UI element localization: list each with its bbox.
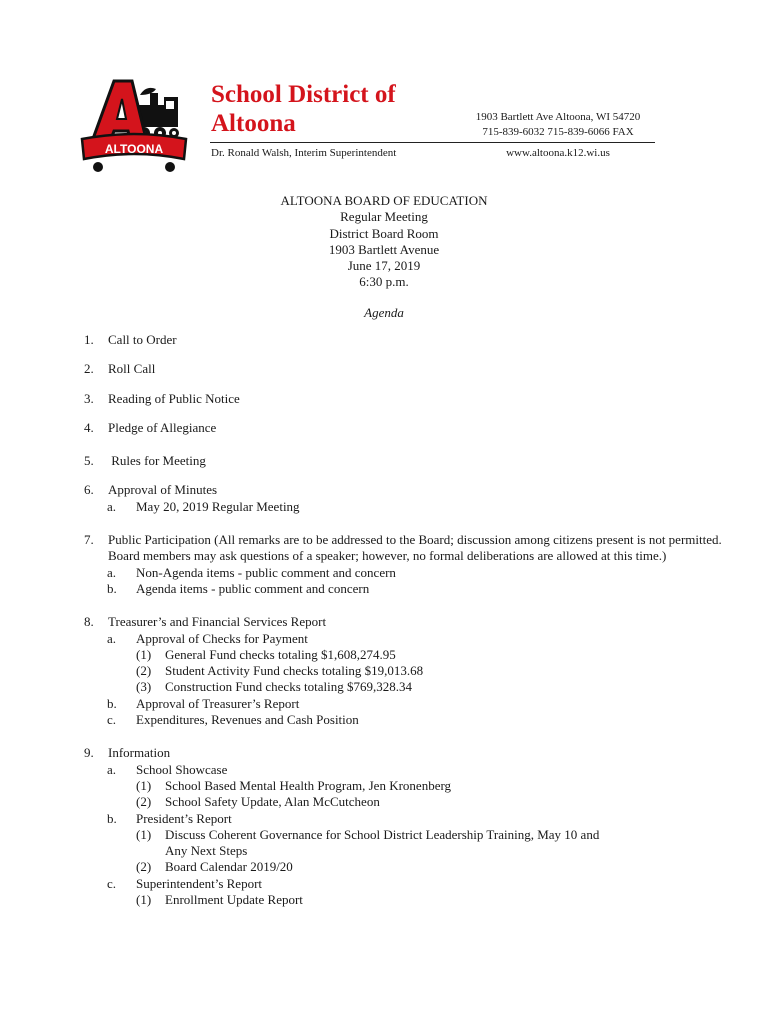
meeting-heading <box>184 193 584 291</box>
altoona-railroad-logo-icon <box>80 75 188 175</box>
logo-text: ALTOONA <box>104 142 164 156</box>
agenda-list <box>84 332 724 908</box>
agenda-item <box>84 614 724 630</box>
agenda-subsubitem-text: Enrollment Update Report <box>165 892 303 908</box>
agenda-item <box>84 420 724 436</box>
agenda-subitem-letter: a. <box>107 564 117 580</box>
agenda-subsubitem <box>84 859 724 875</box>
agenda-item <box>84 332 724 348</box>
agenda-item-number: 6. <box>84 482 94 498</box>
meeting-time: 6:30 p.m. <box>359 274 409 290</box>
board-name: ALTOONA BOARD OF EDUCATION <box>280 193 488 208</box>
agenda-subsubitem <box>84 778 724 794</box>
meeting-date: June 17, 2019 <box>347 258 421 274</box>
meeting-room: District Board Room <box>329 225 439 241</box>
agenda-item-number: 2. <box>84 361 94 377</box>
district-name-line2: Altoona <box>211 110 296 137</box>
agenda-subsubitem-number: (1) <box>136 777 152 793</box>
agenda-subsubitem <box>84 679 724 695</box>
agenda-subitem-letter: b. <box>107 695 117 711</box>
agenda-subsubitem-number: (1) <box>136 892 152 908</box>
agenda-item <box>84 453 724 469</box>
district-name-line1: School District of <box>211 81 396 108</box>
agenda-subsubitem-text: General Fund checks totaling $1,608,274.95 <box>165 646 396 662</box>
agenda-subitem-text: Approval of Checks for Payment <box>136 630 308 646</box>
agenda-subitem-letter: a. <box>107 630 117 646</box>
agenda-item-text: Rules for Meeting <box>108 453 206 469</box>
agenda-subitem-letter: b. <box>107 810 117 826</box>
district-website: www.altoona.k12.wi.us <box>506 147 610 159</box>
agenda-subitem-text: Non-Agenda items - public comment and concern <box>136 564 396 580</box>
agenda-item-text: Treasurer’s and Financial Services Report <box>108 614 327 630</box>
agenda-subitem-text: Expenditures, Revenues and Cash Position <box>136 712 359 728</box>
agenda-subsubitem-text: Board Calendar 2019/20 <box>165 859 293 875</box>
agenda-subsubitem-number: (2) <box>136 663 152 679</box>
agenda-item-text: Public Participation (All remarks are to be addressed to the Board; discussion among citizens present is not permitted. Board members may ask questions of a speaker; however, no formal deliberations are allowed at this time.) <box>108 532 722 564</box>
agenda-subitem-letter: a. <box>107 498 117 514</box>
agenda-subsubitem-number: (2) <box>136 859 152 875</box>
agenda-subsubitem-continuation <box>84 843 724 859</box>
agenda-subitem <box>84 876 724 892</box>
agenda-subsubitem-text: School Based Mental Health Program, Jen Kronenberg <box>165 777 452 793</box>
meeting-address: 1903 Bartlett Avenue <box>328 241 440 257</box>
agenda-subitem <box>84 762 724 778</box>
district-name <box>211 80 451 138</box>
agenda-subsubitem <box>84 827 724 843</box>
agenda-subitem-text: President’s Report <box>136 810 232 826</box>
letterhead-divider <box>210 142 655 143</box>
agenda-subitem <box>84 696 724 712</box>
agenda-subsubitem-text: Student Activity Fund checks totaling $19,013.68 <box>165 663 424 679</box>
agenda-item <box>84 532 724 565</box>
agenda-subitem <box>84 565 724 581</box>
agenda-subitem <box>84 581 724 597</box>
agenda-subitem <box>84 712 724 728</box>
agenda-subitem-letter: b. <box>107 580 117 596</box>
agenda-item <box>84 745 724 761</box>
agenda-subitem-text: Approval of Treasurer’s Report <box>136 695 300 711</box>
agenda-title: Agenda <box>364 305 404 320</box>
agenda-subitem <box>84 631 724 647</box>
agenda-subsubitem <box>84 647 724 663</box>
district-phones: 715-839-6032 715-839-6066 FAX <box>482 126 634 138</box>
agenda-item-number: 3. <box>84 390 94 406</box>
agenda-subsubitem-number: (1) <box>136 646 152 662</box>
agenda-item-number: 5. <box>84 453 94 469</box>
agenda-subsubitem-text: Any Next Steps <box>165 843 248 859</box>
district-address: 1903 Bartlett Ave Altoona, WI 54720 <box>475 111 641 123</box>
agenda-item-text: Reading of Public Notice <box>108 390 240 406</box>
agenda-subsubitem-number: (3) <box>136 679 152 695</box>
agenda-subitem <box>84 811 724 827</box>
agenda-item-number: 9. <box>84 745 94 761</box>
agenda-item <box>84 361 724 377</box>
agenda-item <box>84 482 724 498</box>
agenda-subsubitem <box>84 794 724 810</box>
agenda-item-text: Pledge of Allegiance <box>108 419 217 435</box>
agenda-item-number: 7. <box>84 532 94 548</box>
agenda-subsubitem <box>84 892 724 908</box>
district-address-block <box>460 110 656 140</box>
agenda-item <box>84 391 724 407</box>
agenda-item-text: Roll Call <box>108 361 156 377</box>
agenda-subsubitem-number: (1) <box>136 826 152 842</box>
agenda-item-number: 4. <box>84 419 94 435</box>
agenda-subsubitem-text: Discuss Coherent Governance for School District Leadership Training, May 10 and <box>165 826 600 842</box>
agenda-item-text: Call to Order <box>108 332 177 347</box>
agenda-subitem-letter: a. <box>107 761 117 777</box>
agenda-subsubitem-text: Construction Fund checks totaling $769,328.34 <box>165 679 412 695</box>
agenda-item-text: Approval of Minutes <box>108 482 218 498</box>
agenda-subitem-text: Superintendent’s Report <box>136 875 263 891</box>
agenda-subitem-text: School Showcase <box>136 761 228 777</box>
agenda-item-number: 8. <box>84 614 94 630</box>
agenda-subsubitem <box>84 663 724 679</box>
agenda-subsubitem-number: (2) <box>136 794 152 810</box>
agenda-subitem-text: May 20, 2019 Regular Meeting <box>136 498 300 514</box>
agenda-item-number: 1. <box>84 332 94 347</box>
meeting-type: Regular Meeting <box>340 209 428 225</box>
agenda-item-text: Information <box>108 745 171 761</box>
agenda-subsubitem-text: School Safety Update, Alan McCutcheon <box>165 794 380 810</box>
agenda-subitem-letter: c. <box>107 712 117 728</box>
agenda-subitem <box>84 499 724 515</box>
agenda-subitem-text: Agenda items - public comment and concern <box>136 580 370 596</box>
agenda-subitem-letter: c. <box>107 875 117 891</box>
superintendent-name: Dr. Ronald Walsh, Interim Superintendent <box>211 147 397 159</box>
district-logo <box>80 75 188 175</box>
